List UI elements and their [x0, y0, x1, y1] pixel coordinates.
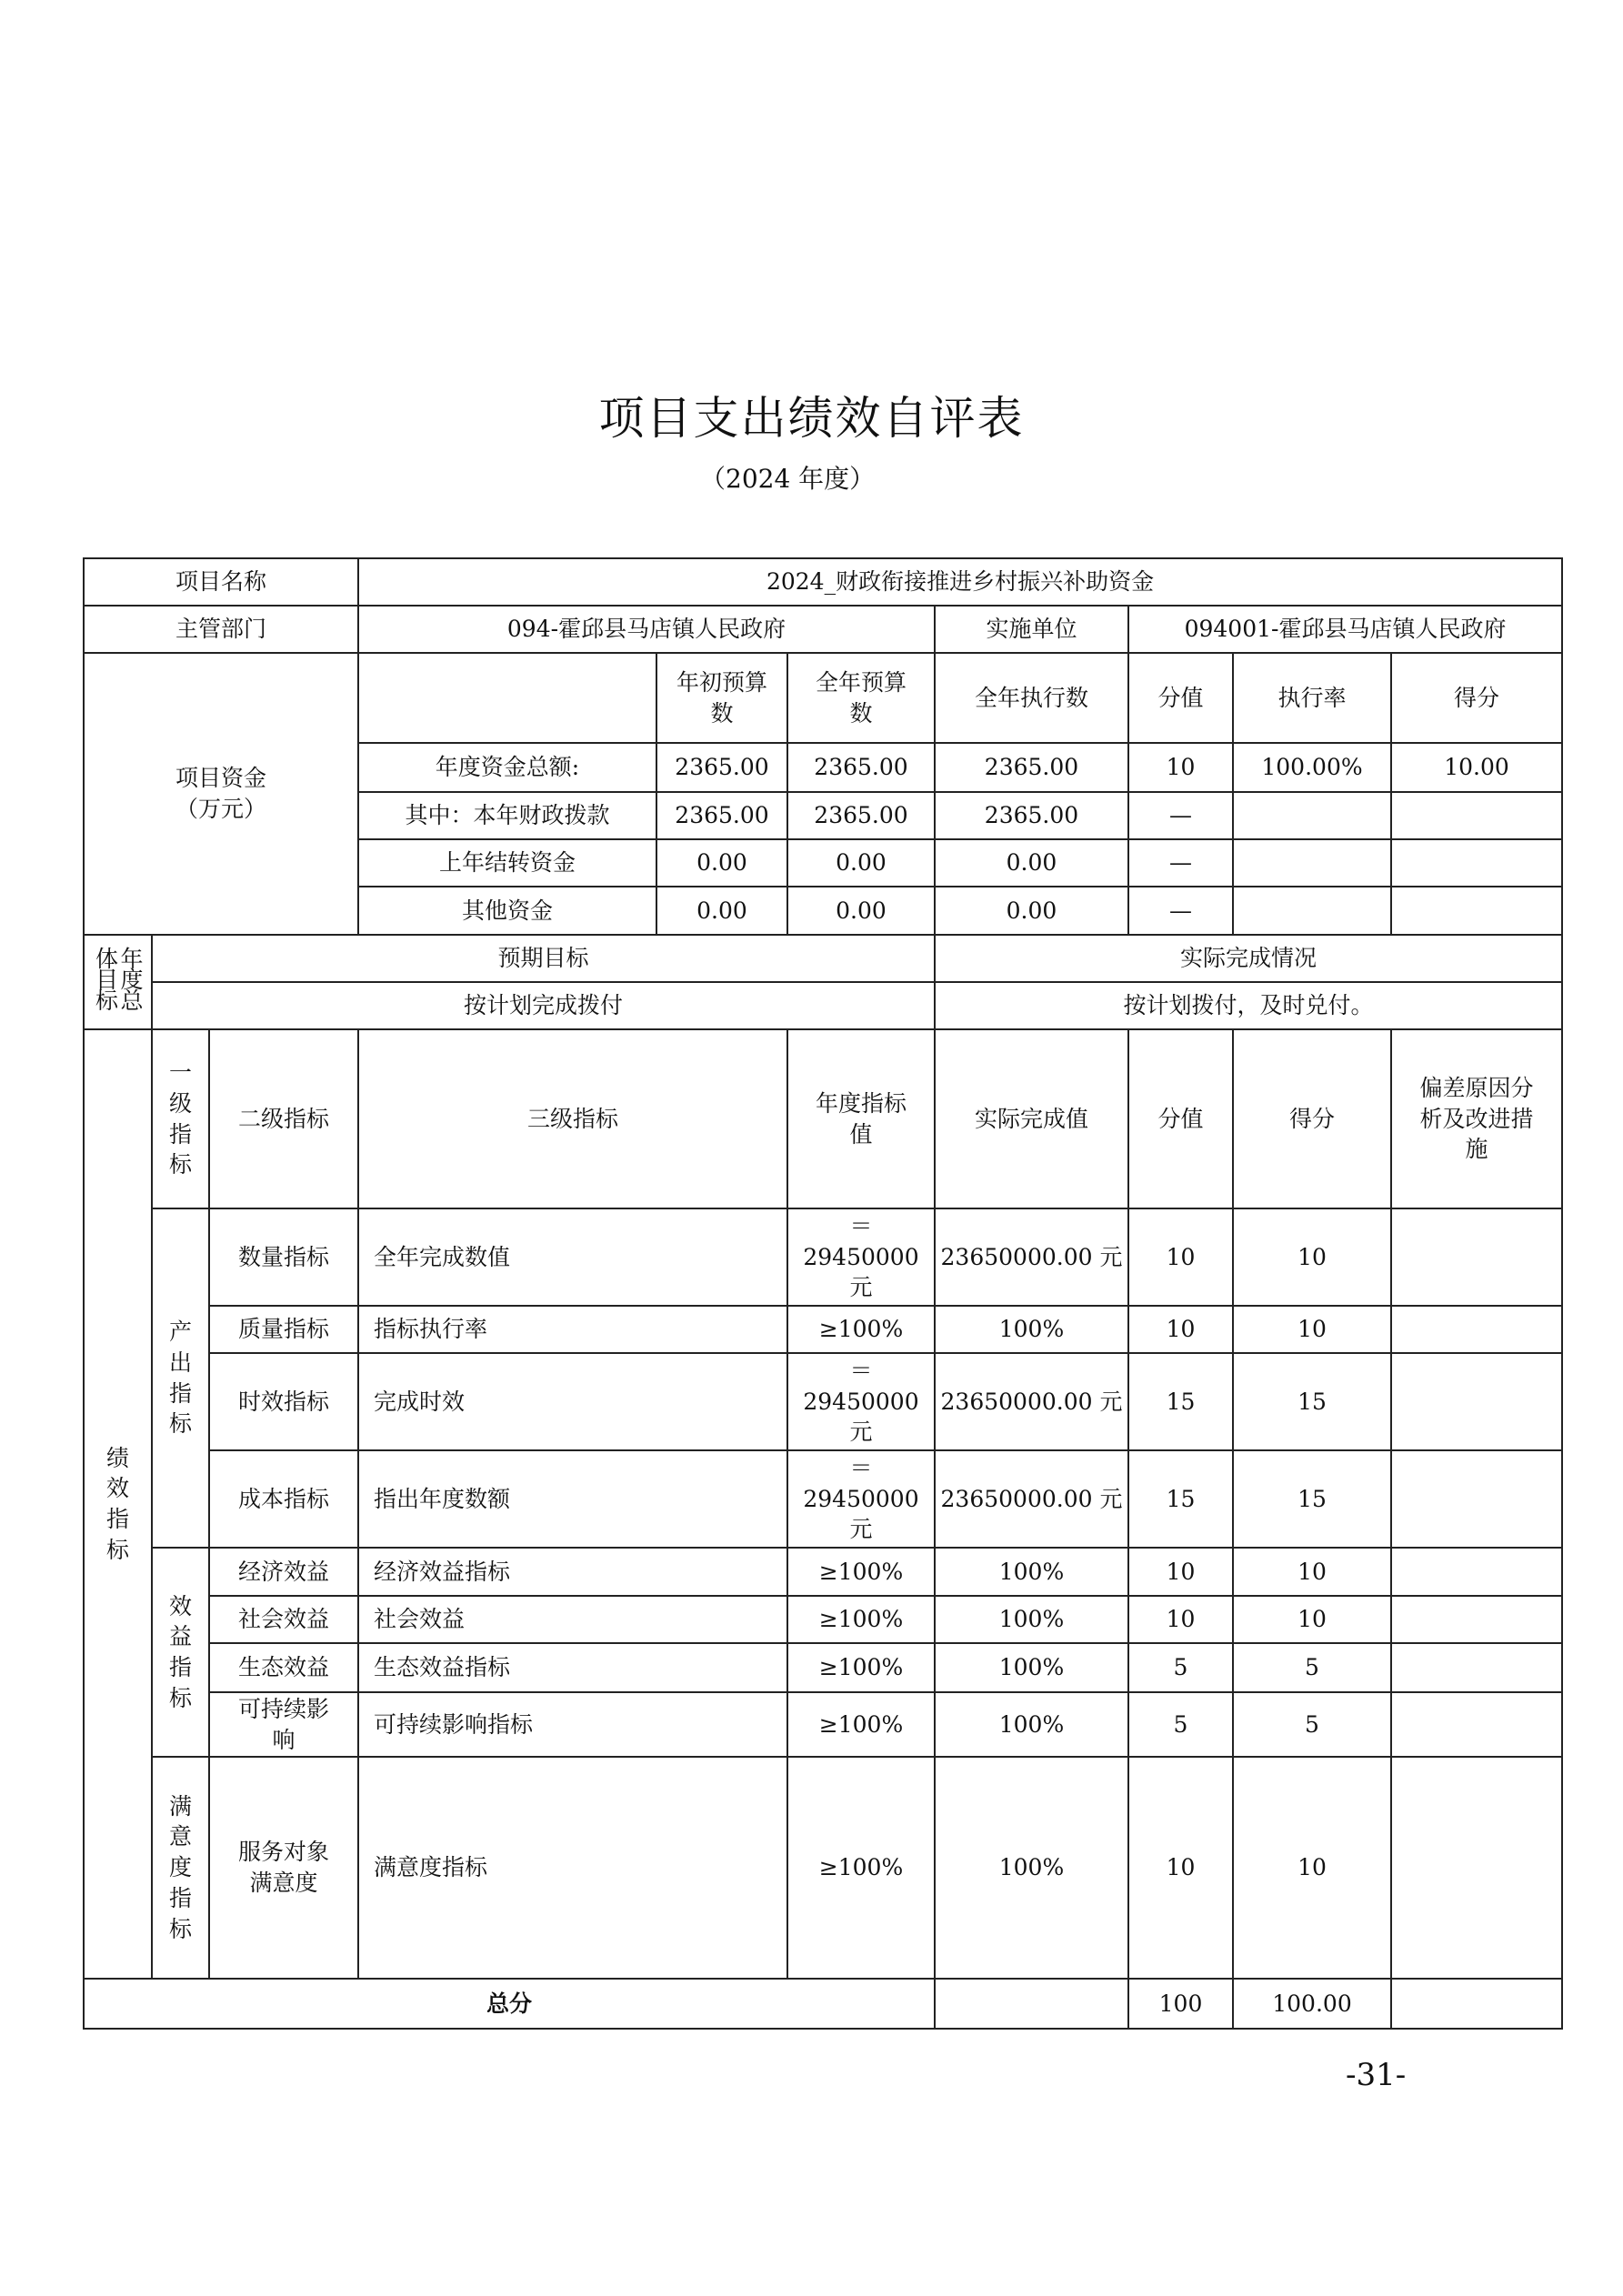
deviation-note [1391, 1353, 1562, 1450]
score-value: 10 [1128, 1596, 1233, 1643]
funds-cell: 2365.00 [787, 792, 935, 839]
score-header: 得分 [1391, 653, 1562, 743]
annual-target-value: ＝ 29450000 元 [787, 1208, 935, 1306]
score: 15 [1233, 1450, 1391, 1548]
deviation-note [1391, 1596, 1562, 1643]
project-name-row [84, 558, 1562, 606]
deviation-note [1391, 1208, 1562, 1306]
score-header: 得分 [1233, 1029, 1391, 1208]
dept-value: 094-霍邱县马店镇人民政府 [358, 606, 935, 653]
department-row [84, 606, 1562, 653]
annual-target-value: ≥100% [787, 1757, 935, 1979]
score-value-header: 分值 [1128, 653, 1233, 743]
score: 10 [1233, 1596, 1391, 1643]
score: 10 [1233, 1306, 1391, 1353]
total-blank [935, 1979, 1128, 2029]
indicator-row [84, 1548, 1562, 1596]
funds-cell: — [1128, 887, 1233, 935]
total-row [84, 1979, 1562, 2029]
impl-label: 实施单位 [935, 606, 1128, 653]
indicator-row [84, 1208, 1562, 1306]
score-value-header: 分值 [1128, 1029, 1233, 1208]
funds-cell: 2365.00 [656, 792, 787, 839]
annual-target-value: ≥100% [787, 1596, 935, 1643]
funds-cell [1391, 792, 1562, 839]
funds-label: 项目资金 （万元） [84, 653, 358, 935]
level3-indicator: 全年完成数值 [358, 1208, 787, 1306]
annual-goal-label-text: 年度总体目标 [92, 947, 144, 1010]
funds-row-label: 其他资金 [358, 887, 656, 935]
level2-indicator: 质量指标 [209, 1306, 358, 1353]
performance-indicators-label: 绩 效 指 标 [84, 1029, 152, 1979]
level2-indicator: 生态效益 [209, 1643, 358, 1692]
initial-budget-header: 年初预算 数 [656, 653, 787, 743]
level3-indicator: 完成时效 [358, 1353, 787, 1450]
annual-target-value: ≥100% [787, 1548, 935, 1596]
funds-cell: 0.00 [935, 887, 1128, 935]
score: 10 [1233, 1757, 1391, 1979]
score: 10 [1233, 1548, 1391, 1596]
actual-value: 100% [935, 1757, 1128, 1979]
indicator-row [84, 1643, 1562, 1692]
level3-indicator: 社会效益 [358, 1596, 787, 1643]
page-number: -31- [1346, 2057, 1407, 2093]
funds-cell: 2365.00 [935, 792, 1128, 839]
funds-cell: 10.00 [1391, 743, 1562, 792]
deviation-header: 偏差原因分 析及改进措 施 [1391, 1029, 1562, 1208]
score-value: 15 [1128, 1450, 1233, 1548]
dept-label: 主管部门 [84, 606, 358, 653]
funds-cell: 0.00 [935, 839, 1128, 887]
page-subtitle: （2024 年度） [700, 464, 876, 494]
funds-cell [1391, 887, 1562, 935]
level1-indicator: 满 意 度 指 标 [152, 1757, 209, 1979]
funds-cell: 100.00% [1233, 743, 1391, 792]
funds-cell: — [1128, 792, 1233, 839]
score: 10 [1233, 1208, 1391, 1306]
funds-row-label: 上年结转资金 [358, 839, 656, 887]
level2-indicator: 社会效益 [209, 1596, 358, 1643]
execution-rate-header: 执行率 [1233, 653, 1391, 743]
score: 15 [1233, 1353, 1391, 1450]
level2-indicator: 服务对象 满意度 [209, 1757, 358, 1979]
score-value: 5 [1128, 1692, 1233, 1757]
level3-indicator: 指出年度数额 [358, 1450, 787, 1548]
funds-cell: 0.00 [787, 839, 935, 887]
funds-cell [1391, 839, 1562, 887]
annual-budget-header: 全年预算 数 [787, 653, 935, 743]
funds-cell: 2365.00 [656, 743, 787, 792]
funds-cell: 0.00 [787, 887, 935, 935]
level3-indicator: 指标执行率 [358, 1306, 787, 1353]
level2-indicator: 成本指标 [209, 1450, 358, 1548]
total-score-value: 100 [1128, 1979, 1233, 2029]
level3-indicator: 生态效益指标 [358, 1643, 787, 1692]
executed-header: 全年执行数 [935, 653, 1128, 743]
actual-value: 23650000.00 元 [935, 1450, 1128, 1548]
total-score: 100.00 [1233, 1979, 1391, 2029]
deviation-note [1391, 1548, 1562, 1596]
indicators-header-row [84, 1029, 1562, 1208]
score-value: 10 [1128, 1757, 1233, 1979]
funds-cell: — [1128, 839, 1233, 887]
target-header: 年度指标 值 [787, 1029, 935, 1208]
actual-value: 100% [935, 1692, 1128, 1757]
funds-cell: 2365.00 [935, 743, 1128, 792]
total-note [1391, 1979, 1562, 2029]
deviation-note [1391, 1450, 1562, 1548]
funds-cell: 0.00 [656, 887, 787, 935]
level3-header: 三级指标 [358, 1029, 787, 1208]
indicator-row [84, 1450, 1562, 1548]
funds-cell [1233, 792, 1391, 839]
indicator-row [84, 1306, 1562, 1353]
actual-value: 100% [935, 1643, 1128, 1692]
score-value: 10 [1128, 1548, 1233, 1596]
page-title: 项目支出绩效自评表 [598, 392, 1025, 445]
annual-target-value: ≥100% [787, 1692, 935, 1757]
actual-completion-value: 按计划拨付，及时兑付。 [935, 982, 1562, 1029]
impl-value: 094001-霍邱县马店镇人民政府 [1128, 606, 1562, 653]
indicator-row [84, 1757, 1562, 1979]
actual-completion-header: 实际完成情况 [935, 935, 1562, 982]
actual-value: 100% [935, 1596, 1128, 1643]
deviation-note [1391, 1692, 1562, 1757]
annual-target-value: ＝ 29450000 元 [787, 1450, 935, 1548]
funds-header-row [84, 653, 1562, 743]
actual-value: 23650000.00 元 [935, 1208, 1128, 1306]
score-value: 5 [1128, 1643, 1233, 1692]
expected-goal-value: 按计划完成拨付 [152, 982, 935, 1029]
goals-header-row [84, 935, 1562, 982]
score: 5 [1233, 1643, 1391, 1692]
performance-table [83, 557, 1563, 2030]
level3-indicator: 可持续影响指标 [358, 1692, 787, 1757]
indicator-row [84, 1692, 1562, 1757]
score-value: 15 [1128, 1353, 1233, 1450]
project-name-value: 2024_财政衔接推进乡村振兴补助资金 [358, 558, 1562, 606]
level1-indicator: 效 益 指 标 [152, 1548, 209, 1757]
annual-target-value: ＝ 29450000 元 [787, 1353, 935, 1450]
level2-indicator: 可持续影 响 [209, 1692, 358, 1757]
deviation-note [1391, 1757, 1562, 1979]
actual-value: 100% [935, 1548, 1128, 1596]
funds-cell [1233, 839, 1391, 887]
funds-cell: 2365.00 [787, 743, 935, 792]
goals-value-row [84, 982, 1562, 1029]
funds-cell: 10 [1128, 743, 1233, 792]
project-name-label: 项目名称 [84, 558, 358, 606]
deviation-note [1391, 1643, 1562, 1692]
actual-header: 实际完成值 [935, 1029, 1128, 1208]
actual-value: 23650000.00 元 [935, 1353, 1128, 1450]
indicator-row [84, 1353, 1562, 1450]
total-label: 总分 [84, 1979, 935, 2029]
funds-blank-header [358, 653, 656, 743]
score-value: 10 [1128, 1208, 1233, 1306]
annual-target-value: ≥100% [787, 1306, 935, 1353]
expected-goal-header: 预期目标 [152, 935, 935, 982]
annual-goal-label [84, 935, 152, 1029]
level1-header: 一 级 指 标 [152, 1029, 209, 1208]
level2-header: 二级指标 [209, 1029, 358, 1208]
funds-row-label: 其中：本年财政拨款 [358, 792, 656, 839]
actual-value: 100% [935, 1306, 1128, 1353]
deviation-note [1391, 1306, 1562, 1353]
indicator-row [84, 1596, 1562, 1643]
funds-row-label: 年度资金总额: [358, 743, 656, 792]
level3-indicator: 满意度指标 [358, 1757, 787, 1979]
level2-indicator: 时效指标 [209, 1353, 358, 1450]
funds-cell [1233, 887, 1391, 935]
annual-target-value: ≥100% [787, 1643, 935, 1692]
level3-indicator: 经济效益指标 [358, 1548, 787, 1596]
level2-indicator: 数量指标 [209, 1208, 358, 1306]
level2-indicator: 经济效益 [209, 1548, 358, 1596]
funds-cell: 0.00 [656, 839, 787, 887]
score-value: 10 [1128, 1306, 1233, 1353]
score: 5 [1233, 1692, 1391, 1757]
level1-indicator: 产 出 指 标 [152, 1208, 209, 1548]
